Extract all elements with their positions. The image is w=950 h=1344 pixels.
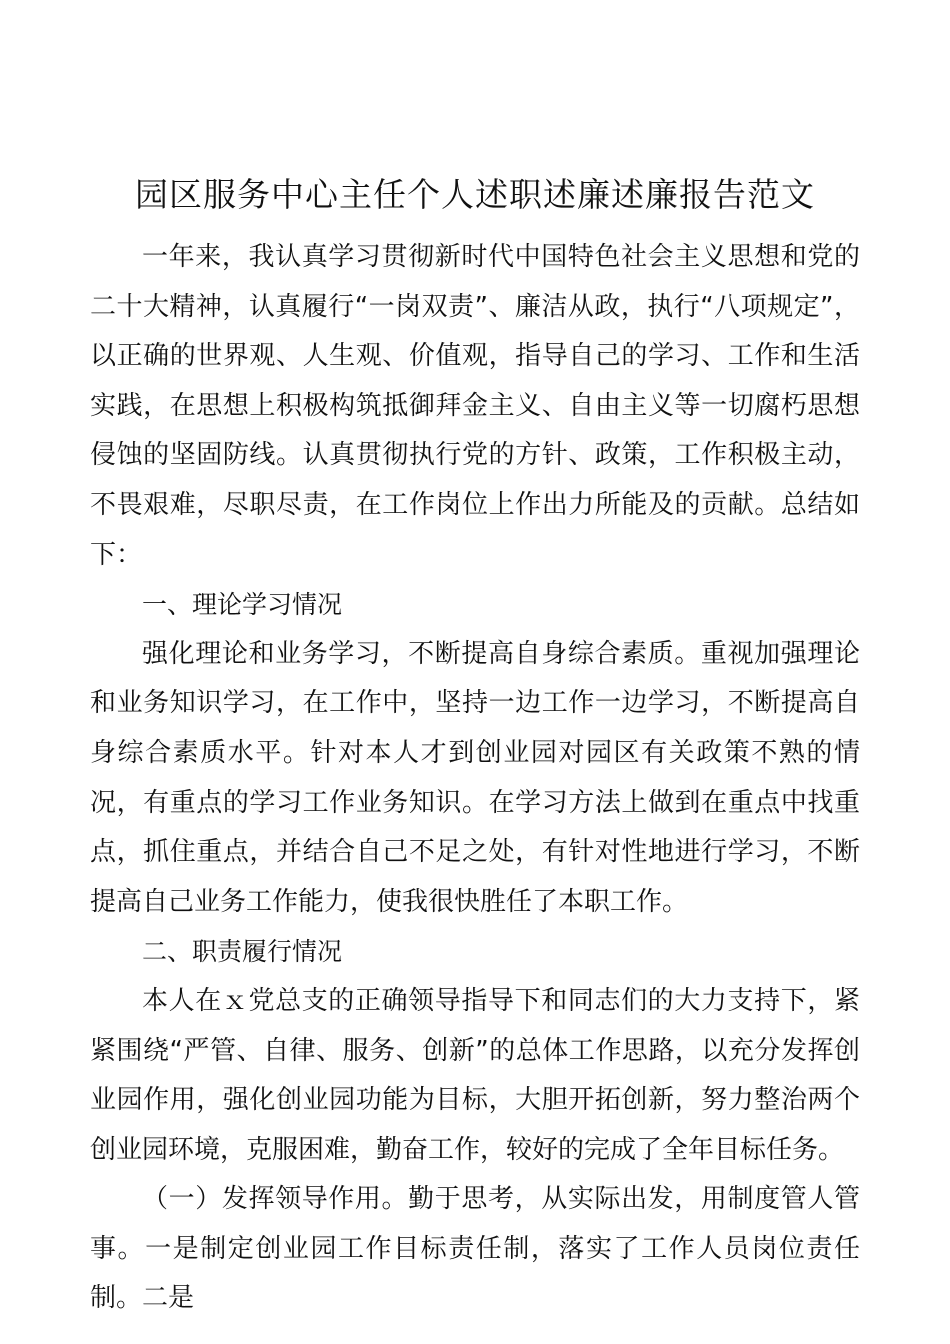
document-body [90,233,860,1324]
document-title: 园区服务中心主任个人述职述廉述廉报告范文 [135,175,815,214]
paragraph-intro: 一年来，我认真学习贯彻新时代中国特色社会主义思想和党的二十大精神，认真履行“一岗双责”、廉洁从政，执行“八项规定”，以正确的世界观、人生观、价值观，指导自己的学习、工作和生活实践，在思想上积极构筑抵御拜金主义、自由主义等一切腐朽思想侵蚀的坚固防线。认真贯彻执行党的方针、政策，工作积极主动，不畏艰难，尽职尽责，在工作岗位上作出力所能及的贡献。总结如下： [90,242,860,570]
section-heading-duty-performance: 二、职责履行情况 [142,937,343,967]
paragraph-theory-study: 强化理论和业务学习，不断提高自身综合素质。重视加强理论和业务知识学习，在工作中，坚持一边工作一边学习，不断提高自身综合素质水平。针对本人才到创业园对园区有关政策不熟的情况，有重点的学习工作业务知识。在学习方法上做到在重点中找重点，抓住重点，并结合自己不足之处，有针对性地进行学习，不断提高自己业务工作能力，使我很快胜任了本职工作。 [90,638,860,917]
paragraph-duty-performance: 本人在ｘ党总支的正确领导指导下和同志们的大力支持下，紧紧围绕“严管、自律、服务、创新”的总体工作思路，以充分发挥创业园作用，强化创业园功能为目标，大胆开拓创新，努力整治两个创业园环境，克服困难，勤奋工作，较好的完成了全年目标任务。 [90,985,860,1165]
paragraph-leadership-role: （一）发挥领导作用。勤于思考，从实际出发，用制度管人管事。一是制定创业园工作目标责任制，落实了工作人员岗位责任制。二是 [90,1184,860,1314]
section-heading-theory-study: 一、理论学习情况 [142,590,343,620]
